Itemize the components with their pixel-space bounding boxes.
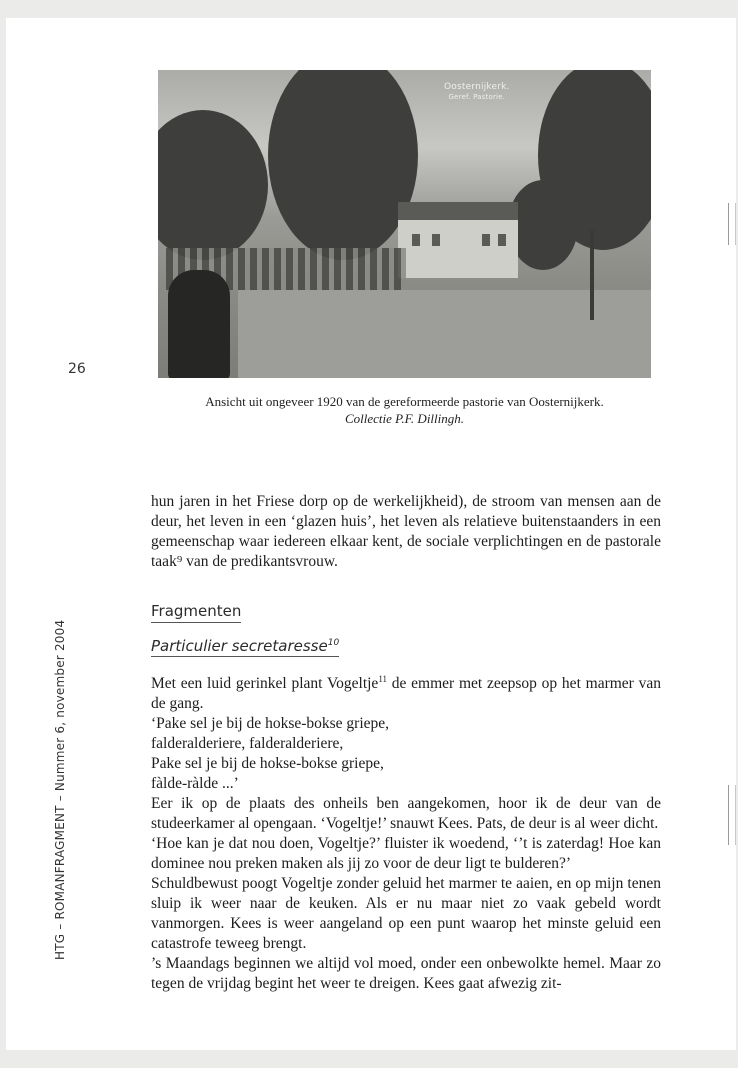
sub-heading xyxy=(151,637,339,657)
signpost xyxy=(590,230,594,320)
binding-mark-bottom xyxy=(728,785,736,845)
section-heading: Fragmenten xyxy=(151,602,241,623)
song-line-4: fàlde-ràlde ...’ xyxy=(151,775,239,792)
paragraph-5: ’s Maandags beginnen we altijd vol moed, onder een onbewolkte hemel. Maar zo tegen de vrijdag begint het weer te dreigen. Kees gaat afwezig zit- xyxy=(151,955,661,992)
postcard-stamp xyxy=(444,82,510,102)
tree-left xyxy=(158,110,268,260)
postcard-stamp-line1: Oosternijkerk. xyxy=(444,82,510,92)
body-text xyxy=(151,674,661,994)
caption-text: Ansicht uit ongeveer 1920 van de gereformeerde pastorie van Oosternijkerk. xyxy=(205,394,604,409)
paragraph-3: ‘Hoe kan je dat nou doen, Vogeltje?’ fluister ik woedend, ‘’t is zaterdag! Hoe kan dominee nou preken maken als jij zo voor de deur ligt te bulderen?’ xyxy=(151,835,661,872)
postcard-photo xyxy=(158,70,651,378)
binding-mark-top xyxy=(728,203,736,245)
tree-center xyxy=(268,70,418,260)
caption-credit: Collectie P.F. Dillingh. xyxy=(344,411,465,426)
intro-paragraph: hun jaren in het Friese dorp op de werkelijkheid), de stroom van mensen aan de deur, het leven in een ‘glazen huis’, het leven als relatieve buitenstaanders in een gemeenschap waar iedereen elkaar kent, de sociale verplichtingen en de pastorale taak⁹ van de predikantsvrouw. xyxy=(151,493,661,570)
paragraph-4: Schuldbewust poogt Vogeltje zonder geluid het marmer te aaien, en op mijn tenen sluip ik weer naar de keuken. Als er nu maar niet zo vaak gebeld wordt vanmorgen. Kees is weer aangeland op een punt waarop het minste geluid een catastrofe teweeg brengt. xyxy=(151,875,661,952)
song-line-1: ‘Pake sel je bij de hokse-bokse griepe, xyxy=(151,715,390,732)
running-head: HTG – ROMANFRAGMENT – Nummer 6, november 2004 xyxy=(53,619,67,960)
document-page xyxy=(6,18,736,1050)
sub-heading-footnote-ref: 10 xyxy=(327,638,340,648)
sub-heading-text: Particulier secretaresse xyxy=(151,637,328,655)
footnote-ref: 11 xyxy=(378,673,387,684)
paragraph-2: Eer ik op de plaats des onheils ben aangekomen, hoor ik de deur van de studeerkamer al opengaan. ‘Vogeltje!’ snauwt Kees. Pats, de deur is al weer dicht. xyxy=(151,795,661,832)
paragraph-1: Met een luid gerinkel plant Vogeltje$^{11}$ de emmer met zeepsop op het marmer van de gang. xyxy=(151,673,661,712)
foreground-man xyxy=(168,270,230,378)
page-number: 26 xyxy=(68,361,86,377)
postcard-stamp-line2: Geref. Pastorie. xyxy=(448,93,506,101)
song-line-3: Pake sel je bij de hokse-bokse griepe, xyxy=(151,755,384,772)
photo-caption xyxy=(158,393,651,427)
song-line-2: falderalderiere, falderalderiere, xyxy=(151,735,344,752)
tree-mid xyxy=(508,180,578,270)
pastorie-house xyxy=(398,202,518,278)
